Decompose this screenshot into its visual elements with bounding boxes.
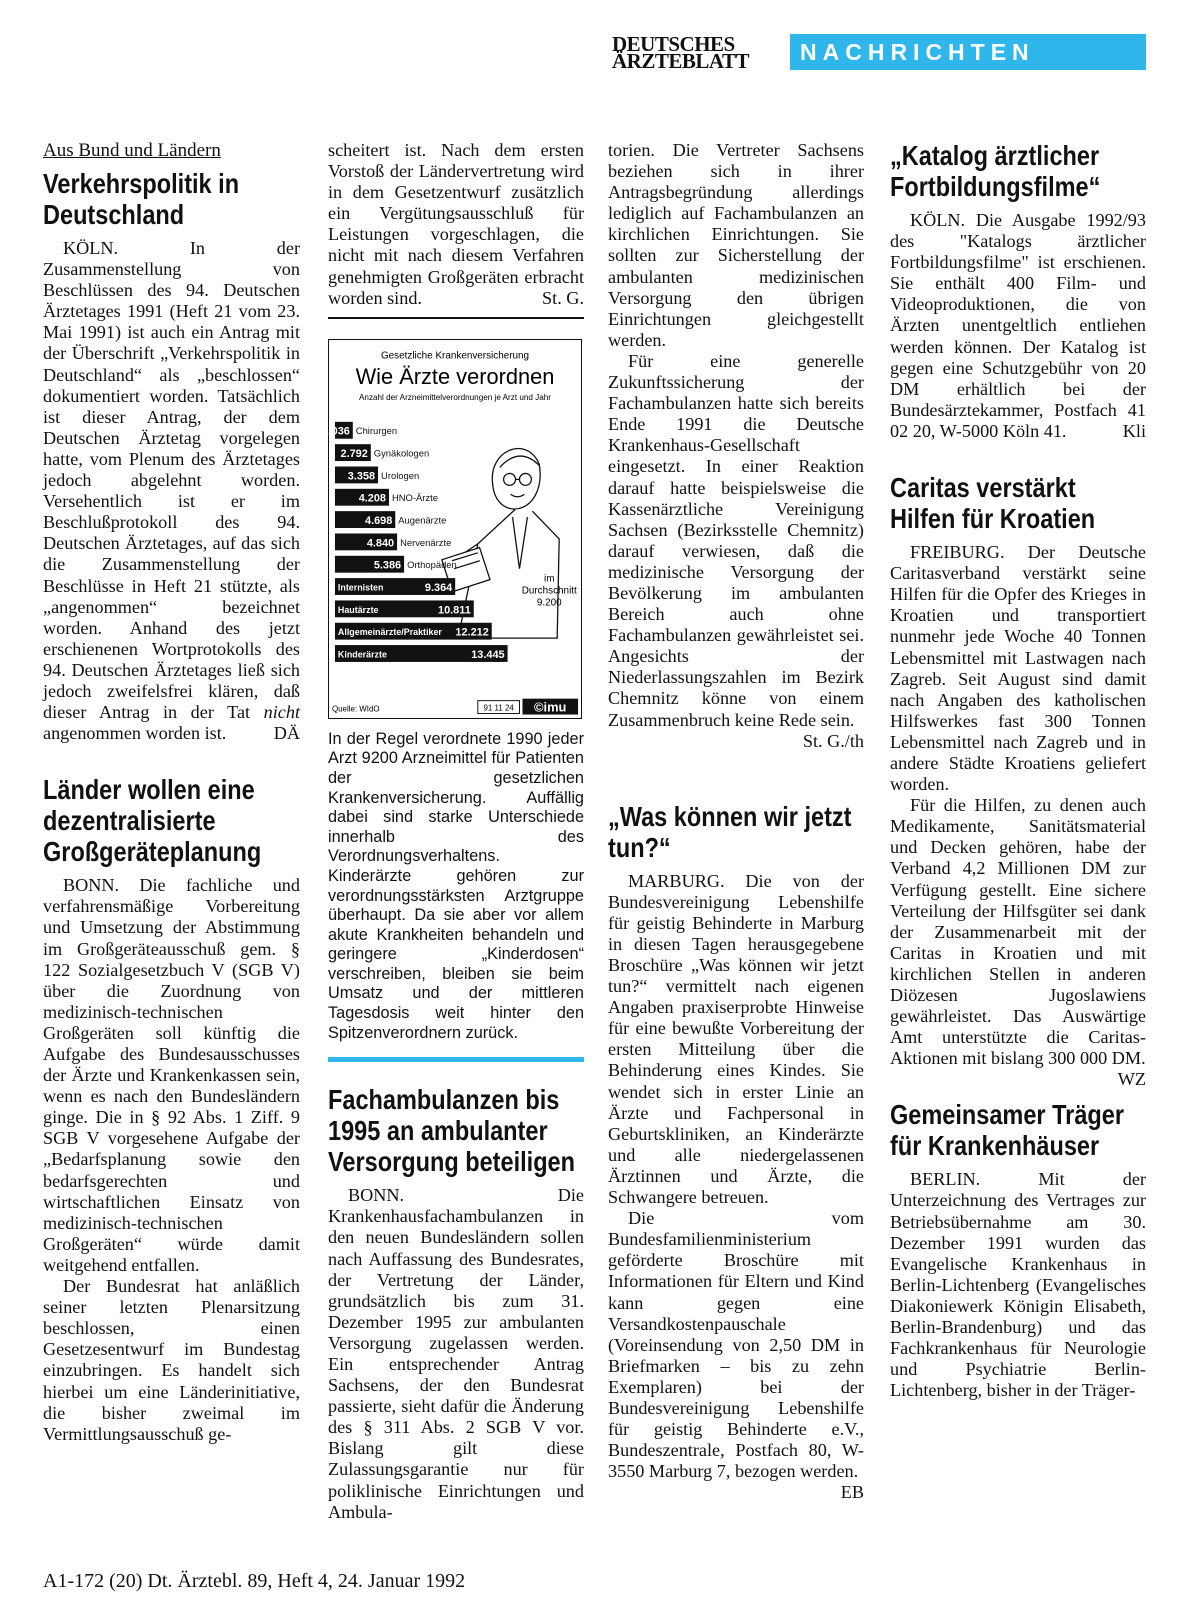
- chart-supertitle: Gesetzliche Krankenversicherung: [380, 350, 530, 362]
- article-paragraph: Der Bundesrat hat anläßlich seiner letzten Plenarsitzung beschlossen, einen Gesetzesentwurf im Bundestag einzubringen. Es handelt sich hierbei um eine Länderinitiative, die bisher zweimal im Vermittlungsausschuß ge-: [43, 1276, 300, 1444]
- article-katalog: [890, 140, 1146, 442]
- divider: [328, 317, 584, 319]
- article-paragraph: Für eine generelle Zukunftssicherung der Fachambulanzen hatte sich bereits Ende 1991 die Deutsche Krankenhaus-Gesellschaft eingesetzt. In einer Reaktion darauf hatte beispielsweise die Kassenärztliche Vereinigung Sachsen (Bezirksstelle Chemnitz) darauf verwiesen, daß die medizinische Versorgung der Bevölkerung im ambulanten Bereich auch ohne Fachambulanzen gewährleistet sei. Angesichts der Niederlassungszahlen im Bezirk Chemnitz könne von einem Zusammenbruch keine Rede sein. St. G./th: [608, 350, 864, 751]
- author-signature: St. G./th: [802, 730, 864, 751]
- column-3: [608, 140, 864, 1560]
- page-footer: A1-172 (20) Dt. Ärztebl. 89, Heft 4, 24. Januar 1992: [43, 1570, 466, 1592]
- bar-value-label-6: 5.386: [373, 559, 402, 572]
- chart-annotation-line-3: 9.200: [536, 597, 562, 609]
- article-title: Länder wollen eine dezentralisierte Großgeräteplanung: [43, 774, 262, 868]
- article-title: Verkehrspolitik in Deutschland: [43, 168, 240, 230]
- chart-brand: ©imu: [534, 699, 567, 715]
- article-gemeinsamer-traeger: [890, 1099, 1146, 1401]
- bar-value-label-5: 4.840: [366, 537, 395, 550]
- masthead-logo: [612, 32, 782, 73]
- section-band: NACHRICHTEN: [790, 34, 1146, 70]
- article-paragraph: Für die Hilfen, zu denen auch Medikamente, Sanitätsmaterial und Decken gehören, habe der Verband 4,2 Millionen DM zur Verfügung gestellt. Eine sichere Verteilung der Hilfsgüter sei dank der Zusammenarbeit mit der Caritas in Kroatien und mit kirchlichen Stellen in anderen Diözesen Jugoslawiens gewährleistet. Das Auswärtige Amt unterstützte die Caritas-Aktionen mit bislang 300 000 DM. WZ: [890, 795, 1146, 1090]
- article-paragraph: Die vom Bundesfamilienministerium geförderte Broschüre mit Informationen für Eltern und Kind kann gegen eine Versandkostenpauschale (Voreinsendung von 2,50 DM in Briefmarken – bis zu zehn Exemplaren) bei der Bundesvereinigung Lebenshilfe für geistig Behinderte e.V., Bundeszentrale, Postfach 80, W-3550 Marburg 7, bezogen werden. EB: [608, 1208, 864, 1503]
- bar-category-label-5: Nervenärzte: [400, 536, 452, 548]
- article-continuation: torien. Die Vertreter Sachsens beziehen sich in ihrer Antragsbegründung allerdings lediglich auf Fachambulanzen an kirchlichen Einrichtungen. Sie sollten zur Sicherstellung der ambulanten medizinischen Versorgung den übrigen Einrichtungen gleichgestellt werden.: [608, 140, 864, 350]
- bar-category-label-2: Urologen: [381, 469, 420, 481]
- bar-value-label-1: 2.792: [340, 447, 368, 460]
- article-verkehrspolitik: [43, 168, 300, 744]
- bar-category-label-4: Augenärzte: [398, 514, 447, 526]
- logo-line-2: ÄRZTEBLATT: [612, 49, 749, 73]
- chart-caption: In der Regel verordnete 1990 jeder Arzt 9200 Arzneimittel für Patienten der gesetzlichen Krankenversicherung. Auffällig dabei sind starke Unterschiede innerhalb des Verordnungsverhaltens. Kinderärzte gehören zur verordnungsstärksten Arztgruppe überhaupt. Da sie aber vor allem akute Krankheiten behandeln und geringere „Kinderdosen“ verschreiben, bleiben sie beim Umsatz und der mittleren Tagesdosis weit hinter den Spitzenverordnern zurück.: [328, 729, 584, 1042]
- bar-category-label-7: Internisten: [337, 582, 384, 593]
- bar-value-label-10: 13.445: [471, 648, 505, 661]
- chart-title: Wie Ärzte verordnen: [355, 363, 555, 389]
- bar-value-label-9: 12.212: [455, 626, 489, 639]
- article-text: BERLIN. Mit der Unterzeichnung des Vertrages zur Betriebsübernahme am 30. Dezember 1991 wurden das Evangelische Krankenhaus in Berlin-Lichtenberg (Evangelisches Diakoniewerk Königin Elisabeth, Berlin-Brandenburg) und das Fachkrankenhaus für Neurologie und Psychiatrie Berlin-Lichtenberg, bisher in der Träger-: [890, 1169, 1146, 1401]
- author-signature: St. G.: [542, 287, 584, 308]
- bar-category-label-0: Chirurgen: [355, 425, 398, 437]
- author-signature: DÄ: [273, 723, 300, 744]
- chart-code: 91 11 24: [483, 703, 514, 713]
- chart-source: Quelle: WIdO: [331, 704, 380, 714]
- column-2: [322, 140, 584, 1560]
- article-paragraph: BONN. Die fachliche und verfahrensmäßige Vorbereitung und Umsetzung der Abstimmung im Großgeräteausschuß gem. § 122 Sozialgesetzbuch V (SGB V) über die Zuordnung von medizinisch-technischen Großgeräten soll künftig die Aufgabe des Bundesausschusses der Ärzte und Krankenkassen sein, wenn es nach den Bundesländern ginge. Die in § 92 Abs. 1 Ziff. 9 SGB V vorgesehene Aufgabe der „Bedarfsplanung sowie den bedarfsgerechten und wirtschaftlichen Einsatz von medizinisch-technischen Großgeräten“ würde damit weitgehend entfallen.: [43, 875, 300, 1275]
- article-title: „Was können wir jetzt tun?“: [608, 800, 852, 863]
- article-title: Caritas verstärkt Hilfen für Kroatien: [890, 472, 1096, 535]
- bar-category-label-9: Allgemeinärzte/Praktiker: [337, 626, 442, 637]
- spacer: [608, 761, 864, 801]
- article-fachambulanzen: [328, 1084, 584, 1523]
- author-signature: WZ: [1117, 1069, 1146, 1090]
- bar-category-label-10: Kinderärzte: [337, 649, 387, 660]
- bar-value-label-7: 9.364: [424, 581, 453, 594]
- article-paragraph: FREIBURG. Der Deutsche Caritasverband verstärkt seine Hilfen für die Opfer des Krieges in Kroatien und transportiert nunmehr jede Woche 40 Tonnen Lebensmittel mit Lastwagen nach Zagreb. Seit August sind damit nach Angaben des katholischen Hilfswerkes fast 300 Tonnen Lebensmittel nach Zagreb und in andere Städte Kroatiens geliefert worden.: [890, 542, 1146, 795]
- article-caritas: [890, 472, 1146, 1090]
- article-continuation: scheitert ist. Nach dem ersten Vorstoß der Ländervertretung wird in dem Gesetzentwurf zusätzlich ein Vergütungsausschluß für Leistungen vorgeschlagen, die nicht mit nach diesem Verfahren genehmigten Großgeräten erbracht worden sind. St. G.: [328, 140, 584, 308]
- article-text: BONN. Die Krankenhausfachambulanzen in den neuen Bundesländern sollen nach Auffassung des Bundesrates, der Vertretung der Länder, grundsätzlich bis zum 31. Dezember 1995 zur ambulanten Versorgung zugelassen werden. Ein entsprechender Antrag Sachsens, der den Bundesrat passierte, sieht dafür die Änderung des § 311 Abs. 2 SGB V vor. Bislang gilt diese Zulassungsgarantie nur für poliklinische Einrichtungen und Ambula-: [328, 1185, 584, 1522]
- article-title: „Katalog ärztlicher Fortbildungsfilme“: [890, 140, 1101, 202]
- chart-annotation-line-1: im: [544, 573, 555, 585]
- kicker: Aus Bund und Ländern: [43, 140, 221, 161]
- emphasis: nicht: [263, 702, 301, 723]
- article-paragraph: MARBURG. Die von der Bundesvereinigung Lebenshilfe für geistig Behinderte in Marburg in diesen Tagen herausgegebene Broschüre „Was können wir jetzt tun?“ vermittelt nach eigenen Angaben praxiserprobte Hinweise für eine bewußte Vorbereitung der ersten Mitteilung über die Behinderung eines Kindes. Sie wendet sich in erster Linie an Ärzte und Fachpersonal in Geburtskliniken, an Kinderärzte und alle niedergelassenen Ärztinnen und Ärzte, die Schwangere betreuen.: [608, 870, 864, 1208]
- bar-category-label-6: Orthopäden: [407, 558, 457, 570]
- logo-line-1: DEUTSCHES: [612, 32, 735, 56]
- article-text: KÖLN. In der Zusammenstellung von Beschlüssen des 94. Deutschen Ärztetages 1991 (Heft 21 vom 23. Mai 1991) ist auch ein Antrag mit der Überschrift „Verkehrspolitik in Deutschland“ als „beschlossen“ dokumentiert worden. Tatsächlich ist dieser Antrag, der dem Deutschen Ärztetag vorgelegen hatte, vom Plenum des Ärztetages jedoch abgelehnt worden. Versehentlich ist er im Beschlußprotokoll des 94. Deutschen Ärztetages, auf das sich die Zusammenstellung der Beschlüsse in Heft 21 stützte, als „angenommen“ bezeichnet worden. Anhand des jetzt erschienenen Wortprotokolls des 94. Deutschen Ärztetages ließ sich jedoch zweifelsfrei klären, daß dieser Antrag in der Tat nicht angenommen worden ist. DÄ: [43, 238, 301, 744]
- blue-rule: [328, 1057, 584, 1062]
- article-grossgeraeteplanung: [43, 774, 300, 1445]
- bar-category-label-8: Hautärzte: [337, 604, 379, 615]
- bar-chart-wie-aerzte-verordnen: [322, 339, 582, 719]
- bar-category-label-1: Gynäkologen: [373, 447, 430, 459]
- article-was-koennen-wir-tun: [608, 800, 864, 1503]
- chart-annotation-line-2: Durchschnitt: [521, 585, 577, 597]
- article-title: Gemeinsamer Träger für Krankenhäuser: [890, 1099, 1125, 1162]
- bar-value-label-2: 3.358: [347, 470, 376, 483]
- column-1: [43, 140, 300, 1560]
- author-signature: Kli: [1122, 420, 1146, 441]
- author-signature: EB: [840, 1482, 864, 1503]
- bar-category-label-3: HNO-Ärzte: [391, 491, 438, 503]
- bar-value-label-4: 4.698: [365, 514, 393, 527]
- bar-value-label-3: 4.208: [358, 492, 387, 505]
- bar-value-label-8: 10.811: [438, 604, 471, 617]
- bar-value-label-0: 1.036: [322, 425, 350, 438]
- article-text: KÖLN. Die Ausgabe 1992/93 des "Katalogs ärztlicher Fortbildungsfilme" ist erschienen. Sie enthält 400 Film- und Videoproduktionen, die von Ärzten unentgeltlich entliehen werden können. Der Katalog ist gegen eine Schutzgebühr von 20 DM erhältlich bei der Bundesärztekammer, Postfach 41 02 20, W-5000 Köln 41. Kli: [890, 210, 1146, 441]
- chart-subtitle: Anzahl der Arzneimittelverordnungen je Arzt und Jahr: [359, 392, 551, 402]
- column-4: [890, 140, 1146, 1560]
- article-title: Fachambulanzen bis 1995 an ambulanter Versorgung beteiligen: [328, 1084, 576, 1178]
